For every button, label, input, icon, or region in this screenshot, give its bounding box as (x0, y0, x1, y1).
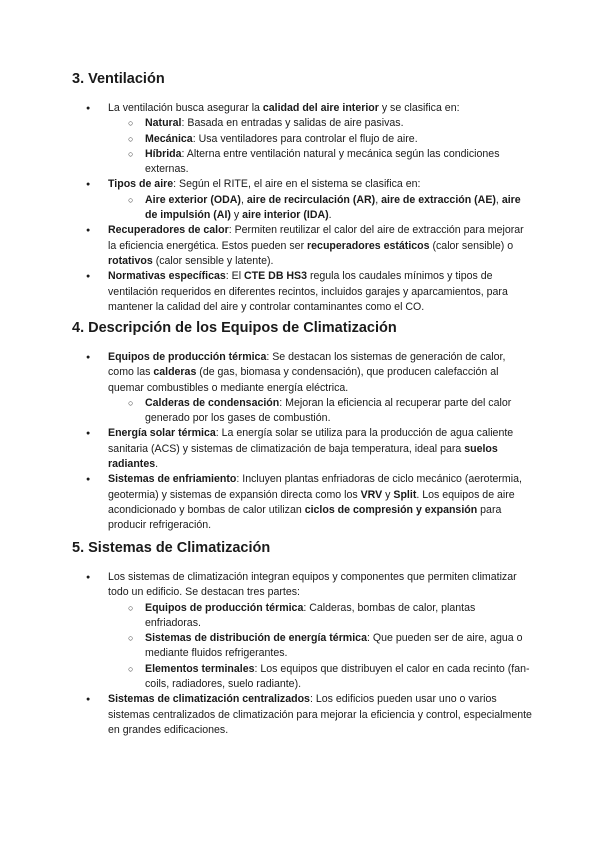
bold-text: aire de recirculación (AR) (246, 193, 376, 206)
sub-list (108, 396, 532, 427)
list-item (72, 177, 532, 223)
sub-list-item (108, 601, 532, 632)
text-run: (de gas, biomasa y condensación), que producen calefacción al quemar combustibles o mediante energía eléctrica. (108, 366, 499, 394)
text-run: . (328, 209, 332, 222)
section-title-ventilacion: 3. Ventilación (72, 71, 165, 87)
text-run: : La energía solar se utiliza para la producción de agua caliente sanitaria (ACS) y sistemas de climatización de baja temperatura, ideal para (108, 427, 514, 455)
bold-text: rotativos (108, 254, 153, 267)
text-run: , (495, 193, 502, 206)
bold-text: Elementos terminales (145, 662, 255, 675)
bold-text: Recuperadores de calor (108, 224, 229, 237)
sub-list-item (108, 132, 532, 147)
bold-text: Equipos de producción térmica (108, 351, 267, 363)
bold-text: Energía solar térmica (108, 427, 216, 440)
sub-list-item (108, 662, 532, 693)
bold-text: Sistemas de climatización centralizados (108, 693, 310, 706)
text-run: y (230, 209, 243, 222)
text-run: : Incluyen plantas enfriadoras de ciclo mecánico (aerotermia, geotermia) y sistemas de expansión directa como los (108, 473, 522, 501)
bold-text: aire de impulsión (AI) (145, 193, 521, 222)
bold-text: aire interior (IDA) (242, 209, 329, 222)
bold-text: ciclos de compresión y expansión (304, 503, 478, 516)
text-run: La ventilación busca asegurar la (108, 102, 263, 114)
text-run: , (240, 193, 247, 206)
text-run: , (375, 193, 382, 206)
bold-text: Sistemas de enfriamiento (108, 473, 237, 486)
bold-text: Equipos de producción térmica (145, 601, 304, 614)
section-title-sistemas: 5. Sistemas de Climatización (72, 540, 271, 556)
list-item (72, 223, 532, 269)
bold-text: Natural (145, 117, 182, 130)
bold-text: Tipos de aire (108, 178, 174, 191)
text-run: . (155, 458, 159, 471)
text-run: para producir refrigeración. (108, 503, 502, 532)
bold-text: CTE DB HS3 (244, 270, 308, 283)
bold-text: suelos radiantes (108, 442, 498, 471)
sub-list-item (108, 116, 532, 131)
text-run: : Permiten reutilizar el calor del aire de extracción para mejorar la eficiencia energética. Estos pueden ser (108, 224, 524, 252)
bold-text: Mecánica (145, 132, 193, 145)
bold-text: recuperadores estáticos (307, 239, 430, 252)
text-run: : Usa ventiladores para controlar el flujo de aire. (192, 132, 418, 145)
list-item (72, 269, 532, 315)
text-run: y se clasifica en: (378, 102, 460, 114)
section-list (72, 101, 532, 315)
bold-text: calidad del aire interior (262, 102, 379, 114)
text-run: : Según el RITE, el aire en el sistema se clasifica en: (173, 178, 421, 191)
text-run: : Calderas, bombas de calor, plantas enfriadoras. (145, 601, 476, 629)
text-run: . Los equipos de aire acondicionado y bombas de calor utilizan (108, 488, 515, 516)
list-item (72, 101, 532, 177)
bold-text: Sistemas de distribución de energía térmica (145, 632, 367, 645)
bold-text: Normativas específicas (108, 270, 226, 283)
text-run: : Mejoran la eficiencia al recuperar parte del calor generado por los gases de combustión. (145, 396, 512, 425)
section-list (72, 350, 532, 534)
text-run: : Se destacan los sistemas de generación de calor, como las (108, 351, 506, 379)
text-run: y (382, 488, 394, 501)
text-run: : Los equipos que distribuyen el calor en cada recinto (fan-coils, radiadores, suelo radiante). (145, 662, 530, 691)
list-item (72, 570, 532, 692)
sub-list-item (108, 193, 532, 224)
list-item (72, 472, 532, 533)
sub-list (108, 601, 532, 693)
text-run: : Que pueden ser de aire, agua o mediante fluidos refrigerantes. (145, 632, 523, 660)
text-run: : Alterna entre ventilación natural y mecánica según las condiciones externas. (145, 147, 500, 176)
bold-text: Híbrida (145, 147, 182, 160)
sub-list (108, 116, 532, 177)
sub-list-item (108, 396, 532, 427)
section-list (72, 570, 532, 738)
list-item (72, 350, 532, 426)
list-item (72, 692, 532, 738)
text-run: : Basada en entradas y salidas de aire pasivas. (181, 117, 404, 130)
bold-text: Split (393, 488, 417, 501)
sub-list-item (108, 147, 532, 178)
bold-text: VRV (360, 488, 383, 501)
text-run: (calor sensible) o (429, 239, 514, 252)
list-item (72, 426, 532, 472)
sub-list (108, 193, 532, 224)
text-run: : Los edificios pueden usar uno o varios sistemas centralizados de climatización para mejorar la eficiencia y control, especialmente en grandes edificaciones. (108, 693, 532, 736)
sub-list-item (108, 631, 532, 662)
bold-text: Calderas de condensación (145, 396, 280, 409)
text-run: : El (225, 270, 245, 283)
bold-text: Aire exterior (ODA) (145, 193, 241, 206)
text-run: (calor sensible y latente). (152, 254, 274, 267)
section-title-equipos: 4. Descripción de los Equipos de Climatización (72, 320, 397, 336)
text-run: Los sistemas de climatización integran equipos y componentes que permiten climatizar todo un edificio. Se destacan tres partes: (108, 571, 517, 599)
bold-text: calderas (153, 366, 197, 379)
bold-text: aire de extracción (AE) (381, 193, 496, 206)
text-run: regula los caudales mínimos y tipos de ventilación requeridos en diferentes recintos, incluidos garajes y aparcamientos, para mantener la calidad del aire y controlar contaminantes como el CO. (108, 270, 508, 313)
